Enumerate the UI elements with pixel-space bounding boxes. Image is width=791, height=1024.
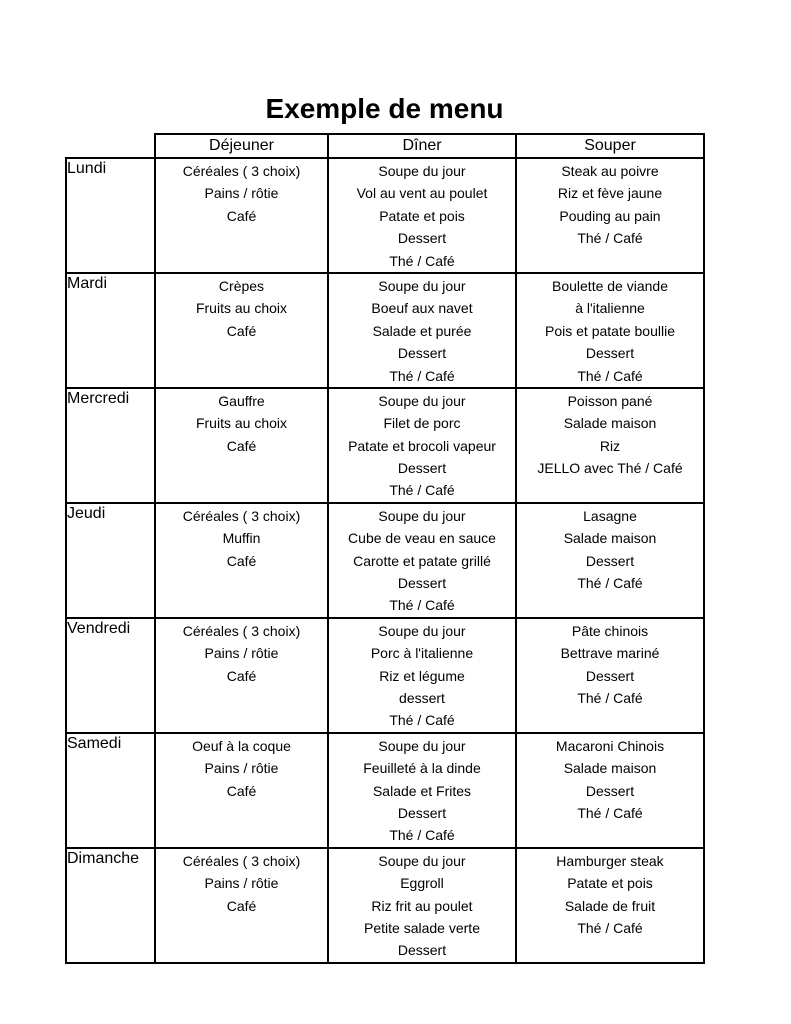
meal-item: Boulette de viande	[552, 277, 668, 294]
meal-item: Dessert	[585, 552, 635, 569]
meal-item: Pâte chinois	[571, 622, 649, 639]
day-row	[66, 618, 704, 733]
meal-cell-diner	[328, 158, 516, 273]
meal-item: Thé / Café	[577, 689, 643, 706]
meal-item: Salade maison	[563, 760, 657, 777]
column-header-souper: Souper	[516, 134, 704, 158]
meal-item-list	[329, 849, 515, 962]
day-label: Lundi	[66, 158, 155, 273]
meal-item: Crèpes	[218, 277, 265, 294]
meal-cell-dejeuner	[155, 503, 328, 618]
meal-cell-souper	[516, 618, 704, 733]
meal-item: Thé / Café	[577, 230, 643, 247]
meal-item-list	[329, 159, 515, 272]
meal-item: Dessert	[585, 345, 635, 362]
meal-item: Soupe du jour	[378, 392, 466, 409]
meal-item: Pois et patate boullie	[545, 322, 675, 339]
meal-item: Café	[226, 897, 257, 914]
menu-body	[66, 158, 704, 963]
corner-cell	[66, 134, 155, 158]
meal-item: Riz et fève jaune	[557, 185, 663, 202]
meal-item: Thé / Café	[389, 827, 455, 844]
meal-cell-dejeuner	[155, 733, 328, 848]
meal-item-list	[517, 619, 703, 710]
meal-cell-diner	[328, 848, 516, 963]
meal-item-list	[156, 159, 327, 227]
meal-item: Café	[226, 437, 257, 454]
day-label: Jeudi	[66, 503, 155, 618]
meal-item: Thé / Café	[577, 804, 643, 821]
meal-item-list	[517, 274, 703, 387]
meal-item: Riz et légume	[379, 667, 465, 684]
meal-item: Fruits au choix	[195, 415, 288, 432]
day-row	[66, 273, 704, 388]
menu-table	[65, 133, 705, 964]
meal-item: Thé / Café	[389, 712, 455, 729]
meal-item: Cube de veau en sauce	[348, 530, 496, 547]
meal-item: Fruits au choix	[195, 300, 288, 317]
meal-item-list	[329, 389, 515, 502]
meal-item: Dessert	[585, 782, 635, 799]
meal-item: Gauffre	[218, 392, 265, 409]
meal-item: Petite salade verte	[364, 919, 480, 936]
meal-item: Feuilleté à la dinde	[363, 760, 481, 777]
meal-item: Céréales ( 3 choix)	[182, 163, 301, 179]
meal-item: Céréales ( 3 choix)	[182, 622, 301, 639]
meal-item: Dessert	[585, 667, 635, 684]
meal-item: Lasagne	[583, 507, 637, 524]
meal-item: Eggroll	[400, 875, 444, 892]
meal-cell-diner	[328, 273, 516, 388]
meal-cell-dejeuner	[155, 158, 328, 273]
column-header-diner: Dîner	[328, 134, 516, 158]
meal-item: Café	[226, 552, 257, 569]
meal-cell-dejeuner	[155, 273, 328, 388]
meal-item-list	[156, 504, 327, 572]
meal-item: Café	[226, 782, 257, 799]
meal-item: Café	[226, 667, 257, 684]
meal-item: Soupe du jour	[378, 852, 466, 869]
meal-item: Café	[226, 322, 257, 339]
meal-item-list	[329, 734, 515, 847]
meal-item: à l'italienne	[575, 300, 645, 317]
meal-item: Salade maison	[563, 530, 657, 547]
meal-item: Soupe du jour	[378, 163, 466, 179]
meal-item: Salade maison	[563, 415, 657, 432]
meal-item-list	[517, 734, 703, 825]
meal-item: Céréales ( 3 choix)	[182, 507, 301, 524]
column-header-dejeuner: Déjeuner	[155, 134, 328, 158]
meal-item: Salade et Frites	[372, 782, 472, 799]
meal-item-list	[156, 619, 327, 687]
meal-item: Thé / Café	[577, 367, 643, 384]
meal-item: Thé / Café	[389, 482, 455, 499]
meal-item: Boeuf aux navet	[371, 300, 473, 317]
meal-item: Pains / rôtie	[204, 645, 279, 662]
day-row	[66, 388, 704, 503]
meal-cell-dejeuner	[155, 848, 328, 963]
meal-cell-dejeuner	[155, 618, 328, 733]
meal-item: Dessert	[397, 460, 447, 477]
meal-item: Dessert	[397, 230, 447, 247]
meal-item-list	[156, 734, 327, 802]
meal-item: Soupe du jour	[378, 622, 466, 639]
meal-item-list	[517, 159, 703, 250]
page-title: Exemple de menu	[265, 92, 504, 124]
meal-cell-souper	[516, 848, 704, 963]
meal-item-list	[329, 619, 515, 732]
meal-cell-diner	[328, 388, 516, 503]
meal-item: Patate et brocoli vapeur	[348, 437, 496, 454]
meal-item-list	[329, 274, 515, 387]
meal-item: Pains / rôtie	[204, 875, 279, 892]
meal-item: dessert	[399, 689, 445, 706]
meal-item: Pains / rôtie	[204, 760, 279, 777]
meal-item: Thé / Café	[389, 597, 455, 614]
day-label: Dimanche	[66, 848, 155, 963]
meal-item: Dessert	[397, 575, 447, 592]
meal-cell-souper	[516, 388, 704, 503]
meal-cell-souper	[516, 273, 704, 388]
meal-item-list	[517, 504, 703, 595]
meal-item: Carotte et patate grillé	[353, 552, 491, 569]
meal-cell-diner	[328, 618, 516, 733]
meal-cell-dejeuner	[155, 388, 328, 503]
meal-item: Steak au poivre	[561, 163, 659, 179]
meal-cell-souper	[516, 158, 704, 273]
day-label: Samedi	[66, 733, 155, 848]
meal-item: Patate et pois	[379, 207, 465, 224]
meal-item: Macaroni Chinois	[555, 737, 665, 754]
meal-item: Porc à l'italienne	[370, 645, 474, 662]
meal-item: Dessert	[397, 942, 447, 959]
meal-item: Filet de porc	[383, 415, 461, 432]
meal-item: Vol au vent au poulet	[356, 185, 488, 202]
meal-item: Céréales ( 3 choix)	[182, 852, 301, 869]
day-label: Vendredi	[66, 618, 155, 733]
meal-item: JELLO avec Thé / Café	[537, 460, 683, 477]
meal-item: Bettrave mariné	[560, 645, 660, 662]
day-label: Mercredi	[66, 388, 155, 503]
meal-item-list	[156, 849, 327, 917]
day-row	[66, 733, 704, 848]
meal-item: Poisson pané	[567, 392, 653, 409]
meal-item: Muffin	[222, 530, 261, 547]
meal-item: Pouding au pain	[559, 207, 661, 224]
meal-item-list	[517, 849, 703, 940]
meal-item: Salade et purée	[372, 322, 472, 339]
meal-cell-souper	[516, 503, 704, 618]
meal-item: Thé / Café	[389, 367, 455, 384]
meal-item-list	[517, 389, 703, 480]
meal-item: Patate et pois	[567, 875, 653, 892]
day-row	[66, 158, 704, 273]
meal-item: Hamburger steak	[556, 852, 664, 869]
day-row	[66, 848, 704, 963]
meal-cell-diner	[328, 503, 516, 618]
meal-item: Salade de fruit	[564, 897, 656, 914]
meal-item: Oeuf à la coque	[192, 737, 291, 754]
meal-item-list	[329, 504, 515, 617]
day-row	[66, 503, 704, 618]
meal-item: Soupe du jour	[378, 737, 466, 754]
meal-item: Café	[226, 207, 257, 224]
meal-item: Riz	[599, 437, 621, 454]
day-label: Mardi	[66, 273, 155, 388]
meal-item-list	[156, 389, 327, 457]
meal-item: Pains / rôtie	[204, 185, 279, 202]
meal-cell-diner	[328, 733, 516, 848]
meal-item-list	[156, 274, 327, 342]
meal-item: Soupe du jour	[378, 507, 466, 524]
meal-item: Thé / Café	[389, 252, 455, 269]
meal-item: Dessert	[397, 804, 447, 821]
meal-cell-souper	[516, 733, 704, 848]
header-row	[66, 134, 704, 158]
meal-item: Dessert	[397, 345, 447, 362]
meal-item: Riz frit au poulet	[371, 897, 473, 914]
meal-item: Thé / Café	[577, 919, 643, 936]
meal-item: Thé / Café	[577, 575, 643, 592]
meal-item: Soupe du jour	[378, 277, 466, 294]
